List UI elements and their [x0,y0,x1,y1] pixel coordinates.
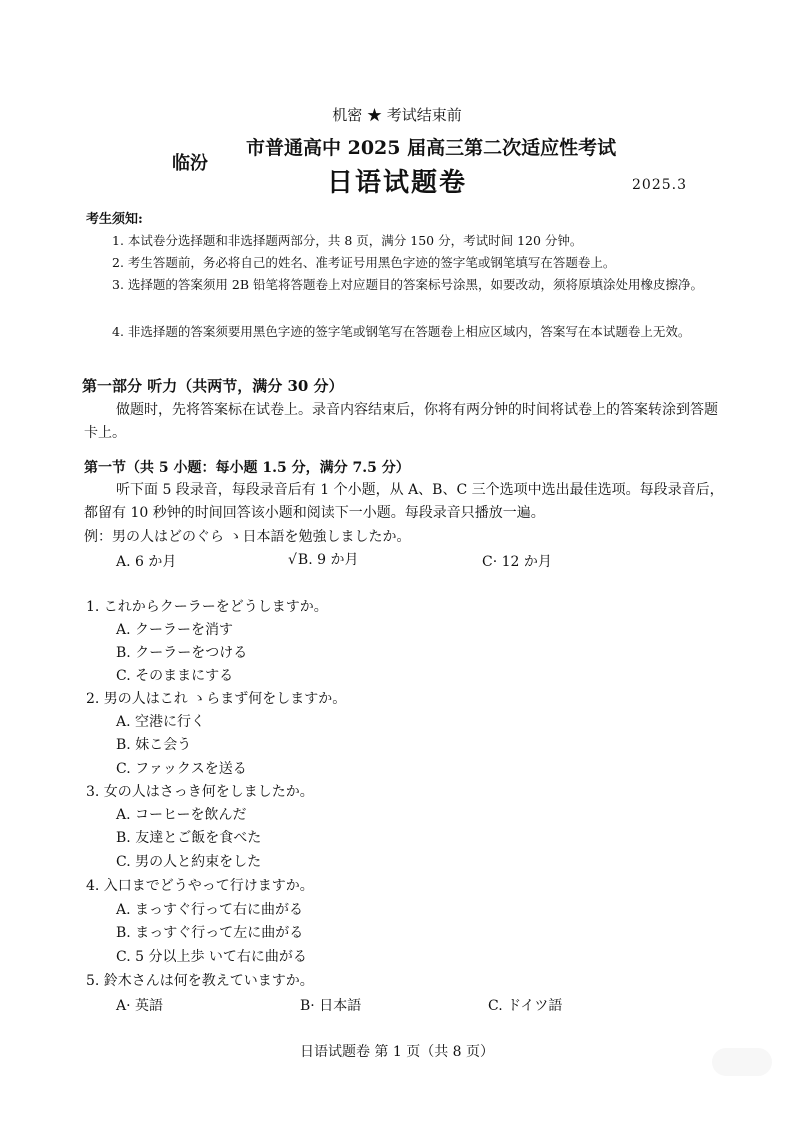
example-option-b-wrapper [288,549,358,569]
q3-option-b: B. 友達とご飯を食べた [116,830,262,846]
notice-item: 1. 本试卷分选择题和非选择题两部分，共 8 页，满分 150 分，考试时间 120 分钟。 [112,233,583,248]
example-option-b: B. 9 か月 [297,552,359,568]
section1-title: 第一节（共 5 小题：每小题 1.5 分，满分 7.5 分） [84,460,410,476]
exam-date: 2025.3 [632,177,687,193]
example-option-a: A. 6 か月 [116,554,177,570]
part1-title: 第一部分 听力（共两节，满分 30 分） [82,377,344,395]
question-3: 3. 女の人はさっき何をしましたか。 [86,784,314,800]
question-4: 4. 入口までどうやって行けますか。 [86,878,314,894]
exam-title: 市普通高中 2025 届高三第二次适应性考试 [246,137,617,159]
confidential-label: 机密 ★ 考试结束前 [332,106,462,124]
q5-option-a: A· 英語 [116,998,164,1014]
question-5: 5. 鈴木さんは何を教えていますか。 [86,973,314,989]
example-option-c: C· 12 か月 [482,554,552,570]
q1-option-c: C. そのままにする [116,668,234,684]
watermark-badge [712,1048,772,1076]
q2-option-c: C. ファックスを送る [116,761,247,777]
q3-option-a: A. コーヒーを飲んだ [116,807,247,823]
section1-instructions: 听下面 5 段录音，每段录音后有 1 个小题，从 A、B、C 三个选项中选出最佳选项。每段录音后，都留有 10 秒钟的时间回答该小题和阅读下一小题。每段录音只播放一遍。 [84,482,724,521]
q2-option-a: A. 空港に行く [116,714,206,730]
check-mark-icon: √ [288,552,297,568]
question-1: 1. これからクーラーをどうしますか。 [86,599,328,615]
q5-option-b: B· 日本語 [300,998,362,1014]
question-2: 2. 男の人はこれ ゝらまず何をしますか。 [86,691,347,707]
part1-intro: 做题时，先将答案标在试卷上。录音内容结束后，你将有两分钟的时间将试卷上的答案转涂到答题卡上。 [84,402,718,441]
notice-item: 3. 选择题的答案须用 2B 铅笔将答题卷上对应题目的答案标号涂黑，如要改动，须将原填涂处用橡皮擦净。 [112,277,703,292]
q1-option-b: B. クーラーをつける [116,645,248,661]
q4-option-b: B. まっすぐ行って左に曲がる [116,925,304,941]
q3-option-c: C. 男の人と約束をした [116,854,262,870]
q4-option-c: C. 5 分以上歩 いて右に曲がる [116,949,307,965]
q5-option-c: C. ドイツ語 [488,998,563,1014]
example-question: 例：男の人はどのぐら ゝ日本語を勉強しましたか。 [84,529,411,545]
notice-item: 4. 非选择题的答案须要用黑色字迹的签字笔或钢笔写在答题卷上相应区域内，答案写在本试题卷上无效。 [112,324,691,339]
q1-option-a: A. クーラーを消す [116,622,234,638]
city-name: 临汾 [172,153,208,174]
page-footer: 日语试题卷 第 1 页（共 8 页） [299,1044,495,1060]
notice-title: 考生须知: [86,212,143,227]
notice-item: 2. 考生答题前，务必将自己的姓名、准考证号用黑色字迹的签字笔或钢笔填写在答题卷上。 [112,255,616,270]
subject-title: 日语试题卷 [326,168,467,198]
q4-option-a: A. まっすぐ行って右に曲がる [116,902,304,918]
q2-option-b: B. 妹こ会う [116,737,192,753]
